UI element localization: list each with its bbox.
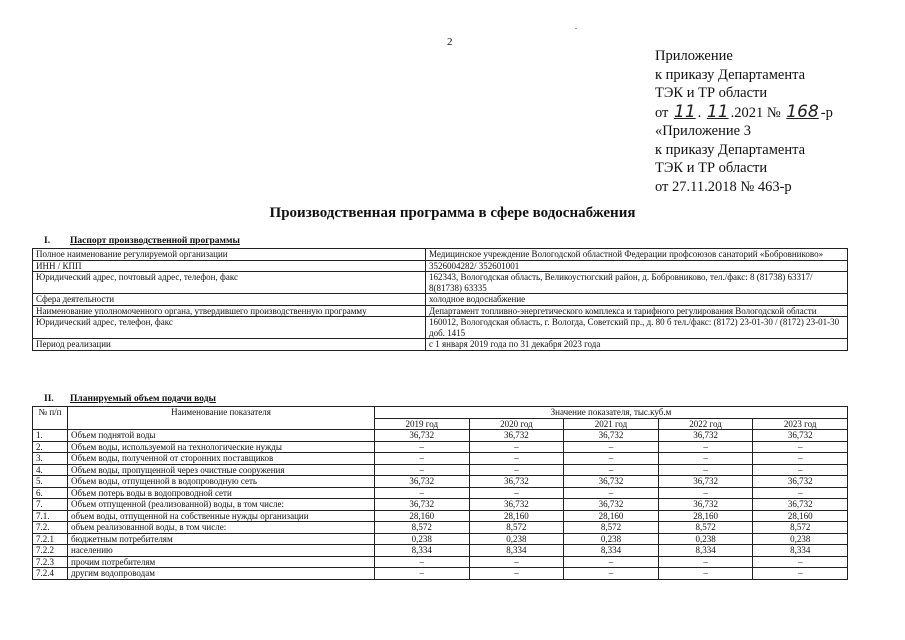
- col-header-year: 2019 год: [375, 418, 470, 430]
- passport-value: Департамент топливно-энергетического комплекса и тарифного регулирования Вологодской области: [426, 305, 848, 317]
- row-name: Объем поднятой воды: [68, 430, 375, 442]
- table-row: [33, 533, 848, 545]
- table-row: [33, 487, 848, 499]
- section-1-title: Паспорт производственной программы: [70, 236, 240, 246]
- table-row: [33, 556, 848, 568]
- value-cell: –: [564, 556, 659, 568]
- row-number: 3.: [33, 453, 68, 465]
- value-cell: –: [469, 556, 564, 568]
- col-header-name: Наименование показателя: [68, 407, 375, 430]
- value-cell: –: [375, 487, 470, 499]
- section-1-heading: [32, 236, 240, 246]
- value-cell: 0,238: [564, 533, 659, 545]
- passport-table: [32, 248, 848, 351]
- row-name: Объем воды, полученной от сторонних поставщиков: [68, 453, 375, 465]
- row-number: 1.: [33, 430, 68, 442]
- value-cell: –: [564, 453, 659, 465]
- row-name: прочим потребителям: [68, 556, 375, 568]
- value-cell: 36,732: [753, 499, 848, 511]
- value-cell: 36,732: [658, 430, 753, 442]
- value-cell: 8,334: [469, 545, 564, 557]
- value-cell: 36,732: [753, 430, 848, 442]
- table-row: [33, 522, 848, 534]
- table-row: [33, 499, 848, 511]
- value-cell: 28,160: [564, 510, 659, 522]
- value-cell: 28,160: [753, 510, 848, 522]
- value-cell: –: [658, 464, 753, 476]
- value-cell: 0,238: [469, 533, 564, 545]
- section-2-number: II.: [44, 394, 54, 404]
- row-number: 4.: [33, 464, 68, 476]
- row-name: другим водопроводам: [68, 568, 375, 580]
- value-cell: 36,732: [469, 430, 564, 442]
- value-cell: –: [375, 568, 470, 580]
- year-part: .2021 №: [730, 104, 781, 121]
- appendix-date-line: [655, 103, 833, 123]
- value-cell: 36,732: [564, 499, 659, 511]
- passport-value: Медицинское учреждение Вологодской областной Федерации профсоюзов санаторий «Бобровниково»: [426, 249, 848, 261]
- passport-row: [33, 317, 848, 339]
- col-header-year: 2022 год: [658, 418, 753, 430]
- table-row: [33, 568, 848, 580]
- row-number: 5.: [33, 476, 68, 488]
- value-cell: 0,238: [753, 533, 848, 545]
- row-number: 7.2.: [33, 522, 68, 534]
- appendix-block: [655, 47, 833, 196]
- value-cell: –: [753, 453, 848, 465]
- appendix-line-7: ТЭК и ТР области: [655, 160, 768, 176]
- row-name: объем реализованной воды, в том числе:: [68, 522, 375, 534]
- value-cell: 0,238: [375, 533, 470, 545]
- value-cell: 8,572: [658, 522, 753, 534]
- value-cell: –: [753, 487, 848, 499]
- date-prefix: от: [655, 104, 669, 121]
- value-cell: –: [753, 441, 848, 453]
- passport-label: Полное наименование регулируемой организации: [33, 249, 426, 261]
- value-cell: 36,732: [469, 499, 564, 511]
- row-number: 2.: [33, 441, 68, 453]
- passport-value: холодное водоснабжение: [426, 294, 848, 306]
- passport-value: с 1 января 2019 года по 31 декабря 2023 года: [426, 339, 848, 351]
- row-number: 7.2.3: [33, 556, 68, 568]
- table-row: [33, 441, 848, 453]
- value-cell: –: [658, 487, 753, 499]
- value-cell: 36,732: [375, 499, 470, 511]
- passport-value: 3526004282/ 352601001: [426, 260, 848, 272]
- passport-row: [33, 294, 848, 306]
- col-header-year: 2021 год: [564, 418, 659, 430]
- value-cell: 8,334: [564, 545, 659, 557]
- table-row: [33, 464, 848, 476]
- value-cell: 36,732: [375, 476, 470, 488]
- table-row: [33, 430, 848, 442]
- value-cell: –: [753, 568, 848, 580]
- col-header-year: 2020 год: [469, 418, 564, 430]
- row-name: Объем воды, отпущенной в водопроводную сеть: [68, 476, 375, 488]
- value-cell: –: [658, 568, 753, 580]
- col-header-group: Значение показателя, тыс.куб.м: [375, 407, 848, 419]
- row-number: 7.1.: [33, 510, 68, 522]
- passport-label: Юридический адрес, телефон, факс: [33, 317, 426, 339]
- value-cell: 36,732: [469, 476, 564, 488]
- row-name: Объем воды, используемой на технологические нужды: [68, 441, 375, 453]
- value-cell: –: [564, 487, 659, 499]
- value-cell: 36,732: [564, 430, 659, 442]
- value-cell: –: [753, 464, 848, 476]
- passport-row: [33, 339, 848, 351]
- value-cell: –: [469, 568, 564, 580]
- value-cell: –: [564, 568, 659, 580]
- page-number: 2: [447, 36, 453, 48]
- number-suffix: -р: [820, 104, 833, 121]
- value-cell: 36,732: [658, 499, 753, 511]
- value-cell: –: [753, 556, 848, 568]
- value-cell: 28,160: [375, 510, 470, 522]
- table-row: [33, 510, 848, 522]
- handwritten-number: 168: [786, 101, 819, 122]
- value-cell: –: [564, 464, 659, 476]
- value-cell: –: [469, 453, 564, 465]
- handwritten-month: 11: [706, 101, 729, 122]
- passport-label: Наименование уполномоченного органа, утвердившего производственную программу: [33, 305, 426, 317]
- value-cell: 8,572: [753, 522, 848, 534]
- value-cell: 36,732: [658, 476, 753, 488]
- passport-label: Период реализации: [33, 339, 426, 351]
- appendix-line-3: ТЭК и ТР области: [655, 85, 768, 101]
- table-row: [33, 453, 848, 465]
- value-cell: 0,238: [658, 533, 753, 545]
- row-number: 7.2.1: [33, 533, 68, 545]
- value-cell: 8,572: [375, 522, 470, 534]
- value-cell: 8,572: [564, 522, 659, 534]
- passport-row: [33, 305, 848, 317]
- appendix-line-1: Приложение: [655, 48, 733, 64]
- value-cell: –: [375, 441, 470, 453]
- row-name: Объем отпущенной (реализованной) воды, в том числе:: [68, 499, 375, 511]
- value-cell: 8,572: [469, 522, 564, 534]
- value-cell: 8,334: [753, 545, 848, 557]
- date-separator: .: [697, 104, 702, 121]
- appendix-line-2: к приказу Департамента: [655, 66, 806, 83]
- header-mark: .: [575, 22, 577, 31]
- passport-label: ИНН / КПП: [33, 260, 426, 272]
- section-1-number: I.: [44, 236, 51, 246]
- row-name: Объем воды, пропущенной через очистные сооружения: [68, 464, 375, 476]
- value-cell: –: [375, 464, 470, 476]
- passport-row: [33, 249, 848, 261]
- table-row: [33, 476, 848, 488]
- row-number: 7.: [33, 499, 68, 511]
- passport-value: 162343, Вологодская область, Великоустюгский район, д. Бобровниково, тел./факс: 8 (81738) 63317/ 8(81738) 63335: [426, 272, 848, 294]
- value-cell: –: [564, 441, 659, 453]
- row-name: бюджетным потребителям: [68, 533, 375, 545]
- section-2-title: Планируемый объем подачи воды: [70, 394, 216, 404]
- value-cell: 8,334: [375, 545, 470, 557]
- value-cell: –: [658, 453, 753, 465]
- value-cell: 36,732: [375, 430, 470, 442]
- value-cell: –: [469, 441, 564, 453]
- value-cell: 28,160: [658, 510, 753, 522]
- passport-label: Юридический адрес, почтовый адрес, телефон, факс: [33, 272, 426, 294]
- row-number: 7.2.2: [33, 545, 68, 557]
- passport-row: [33, 260, 848, 272]
- value-cell: –: [658, 441, 753, 453]
- row-name: объем воды, отпущенной на собственные нужды организации: [68, 510, 375, 522]
- value-cell: 36,732: [564, 476, 659, 488]
- value-cell: –: [469, 464, 564, 476]
- appendix-line-5: «Приложение 3: [655, 123, 751, 139]
- handwritten-day: 11: [674, 101, 696, 122]
- col-header-year: 2023 год: [753, 418, 848, 430]
- appendix-line-8: от 27.11.2018 № 463-р: [655, 178, 792, 195]
- value-cell: 36,732: [753, 476, 848, 488]
- value-cell: –: [658, 556, 753, 568]
- table-row: [33, 545, 848, 557]
- col-header-number: № п/п: [33, 407, 68, 430]
- value-cell: 8,334: [658, 545, 753, 557]
- section-2-heading: [32, 394, 216, 404]
- row-name: Объем потерь воды в водопроводной сети: [68, 487, 375, 499]
- row-number: 7.2.4: [33, 568, 68, 580]
- water-volume-table: [32, 406, 848, 580]
- row-name: населению: [68, 545, 375, 557]
- passport-value: 160012, Вологодская область, г. Вологда, Советский пр., д. 80 б тел./факс: (8172) 23-01-30 / (8172) 23-01-30 доб. 1415: [426, 317, 848, 339]
- appendix-line-6: к приказу Департамента: [655, 141, 806, 158]
- row-number: 6.: [33, 487, 68, 499]
- value-cell: –: [469, 487, 564, 499]
- value-cell: 28,160: [469, 510, 564, 522]
- value-cell: –: [375, 556, 470, 568]
- document-title: Производственная программа в сфере водоснабжения: [269, 205, 636, 221]
- passport-label: Сфера деятельности: [33, 294, 426, 306]
- value-cell: –: [375, 453, 470, 465]
- passport-row: [33, 272, 848, 294]
